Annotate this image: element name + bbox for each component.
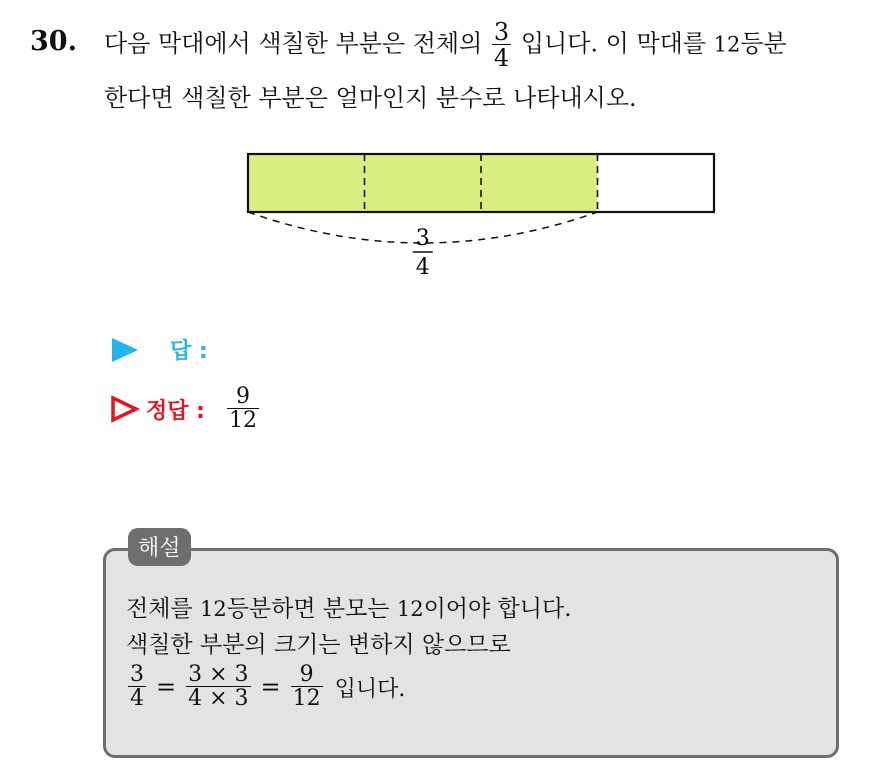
equation-tail: 입니다. (334, 676, 406, 702)
eq-f1-denominator: 4 (130, 686, 144, 711)
brace-denominator: 4 (415, 255, 430, 280)
brace-numerator: 3 (415, 226, 430, 251)
shaded-region (248, 154, 598, 212)
equals-sign: = (260, 673, 281, 701)
answer-row (110, 334, 208, 365)
solution-text-c: 이어야 합니다. (423, 596, 572, 622)
question-number: 30. (30, 26, 77, 57)
question-fraction (492, 20, 511, 70)
question-line-1 (104, 20, 787, 70)
question-text-b: 입니다. 이 막대를 (520, 29, 707, 58)
play-triangle-icon (110, 336, 140, 364)
correct-numerator: 9 (235, 384, 250, 409)
solution-tag: 해설 (128, 528, 191, 566)
eq-f3-denominator: 12 (292, 686, 321, 711)
solution-number-12b: 12 (396, 597, 424, 621)
correct-denominator: 12 (228, 408, 257, 433)
eq-f3-numerator: 9 (299, 662, 314, 687)
equation-fraction-2 (186, 664, 250, 710)
fraction-bar (248, 154, 714, 212)
eq-f1-numerator: 3 (130, 662, 144, 687)
question-text-a: 다음 막대에서 색칠한 부분은 전체의 (104, 29, 483, 58)
equation-fraction-3 (291, 664, 323, 710)
solution-text-a: 전체를 (126, 596, 193, 622)
fraction-denominator: 4 (493, 44, 510, 72)
solution-line-2: 색칠한 부분의 크기는 변하지 않으므로 (126, 632, 511, 658)
equation-fraction-1 (128, 664, 146, 710)
correct-answer-row (110, 386, 261, 432)
fraction-numerator: 3 (493, 18, 510, 46)
outline-triangle-icon (110, 394, 140, 424)
fraction-bar-figure (240, 148, 720, 288)
eq-f2-numerator: 3 × 3 (188, 662, 249, 687)
solution-equation (126, 664, 405, 710)
equals-sign: = (156, 673, 177, 701)
solution-number-12a: 12 (199, 597, 227, 621)
correct-answer-fraction (227, 386, 259, 432)
question-text-c: 등분 (740, 29, 787, 58)
correct-answer-label: 정답 : (146, 398, 205, 424)
answer-label: 답 : (170, 339, 208, 364)
question-number-12: 12 (713, 32, 741, 57)
eq-f2-denominator: 4 × 3 (188, 686, 249, 711)
question-line-2: 한다면 색칠한 부분은 얼마인지 분수로 나타내시오. (104, 84, 637, 112)
solution-line-1 (126, 590, 572, 623)
solution-text-b: 등분하면 분모는 (226, 596, 390, 622)
